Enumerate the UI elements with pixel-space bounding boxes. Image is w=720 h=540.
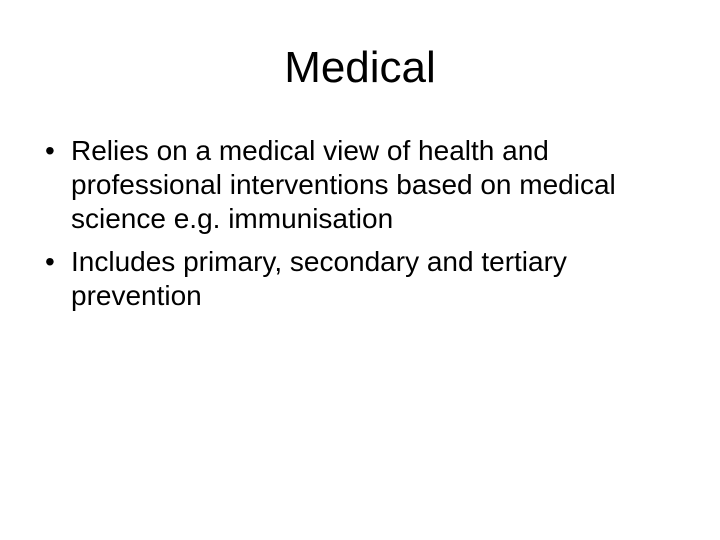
bullet-text: Relies on a medical view of health and professional interventions based on medical science e.g. immunisation: [71, 135, 616, 234]
slide-title: Medical: [284, 43, 436, 92]
bullet-list: [45, 134, 665, 322]
bullet-marker: •: [45, 246, 55, 277]
bullet-item: [45, 245, 665, 313]
bullet-text: Includes primary, secondary and tertiary prevention: [71, 246, 567, 311]
bullet-marker: •: [45, 135, 55, 166]
bullet-item: [45, 134, 665, 236]
